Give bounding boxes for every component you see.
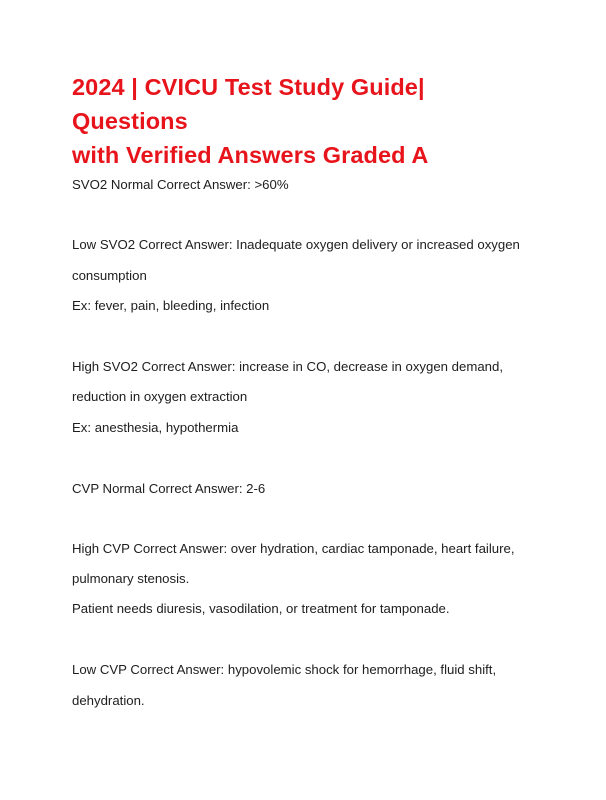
entry-low-cvp-line-1: Low CVP Correct Answer: hypovolemic shock for hemorrhage, fluid shift, (72, 662, 497, 677)
document-title-line-1: 2024 | CVICU Test Study Guide| Questions (72, 74, 425, 134)
document-title-line-2: with Verified Answers Graded A (72, 142, 429, 168)
entry-high-svo2-line-1: High SVO2 Correct Answer: increase in CO, decrease in oxygen demand, (72, 359, 504, 374)
entry-low-cvp-line-2: dehydration. (72, 693, 145, 708)
entry-low-svo2-line-2: consumption (72, 268, 147, 283)
entry-high-svo2-line-2: reduction in oxygen extraction (72, 389, 248, 404)
entry-low-svo2-line-1: Low SVO2 Correct Answer: Inadequate oxygen delivery or increased oxygen (72, 237, 520, 252)
document-title (72, 70, 542, 172)
entry-high-cvp-line-1: High CVP Correct Answer: over hydration, cardiac tamponade, heart failure, (72, 541, 515, 556)
entry-high-cvp-line-3: Patient needs diuresis, vasodilation, or treatment for tamponade. (72, 601, 450, 616)
entry-high-cvp-line-2: pulmonary stenosis. (72, 571, 190, 586)
entry-high-svo2-line-3: Ex: anesthesia, hypothermia (72, 420, 239, 435)
entry-cvp-normal-line-1: CVP Normal Correct Answer: 2-6 (72, 481, 266, 496)
entry-low-svo2-line-3: Ex: fever, pain, bleeding, infection (72, 298, 270, 313)
entry-svo2-normal-line-1: SVO2 Normal Correct Answer: >60% (72, 177, 289, 192)
